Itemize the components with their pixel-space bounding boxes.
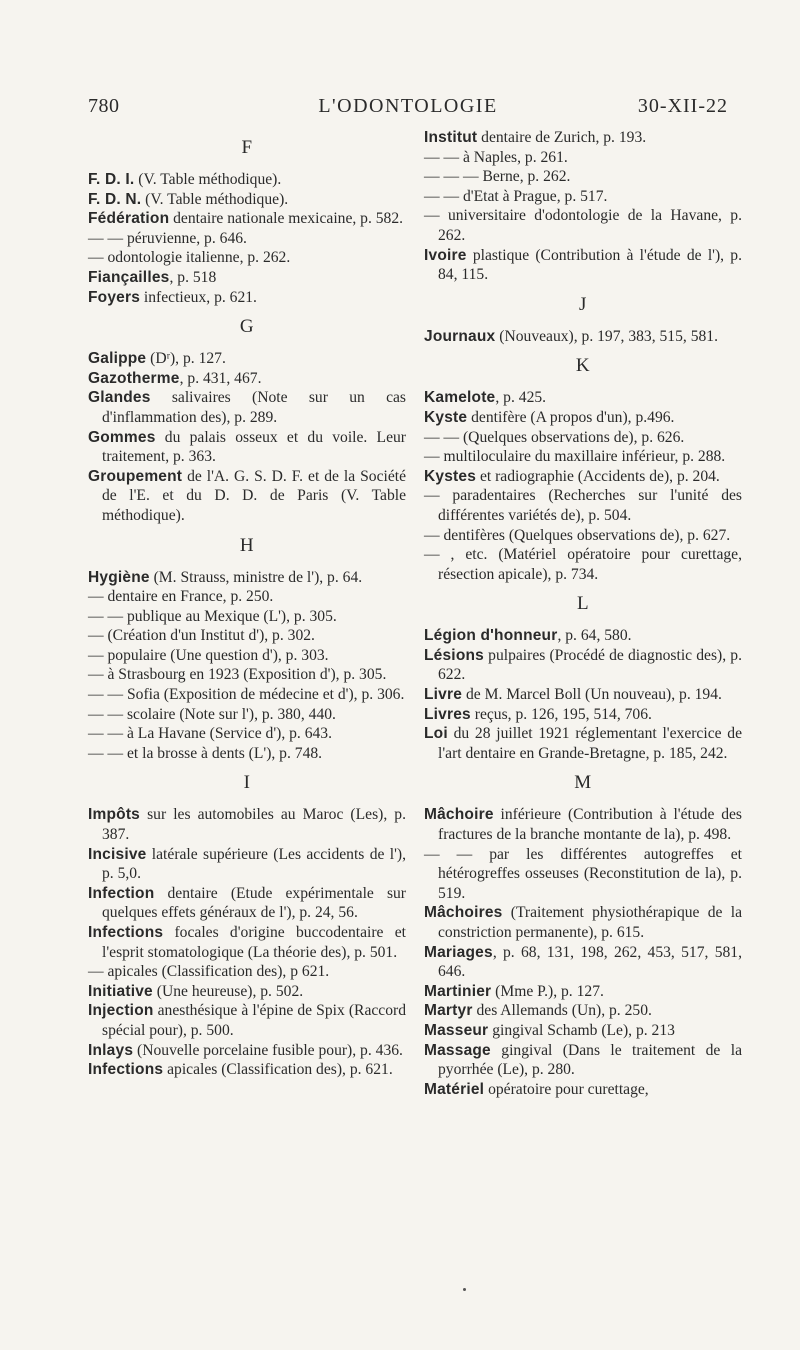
index-entry xyxy=(88,568,406,588)
entry-headword: Groupement xyxy=(88,467,183,485)
entry-text: et radiographie (Accidents de), p. 204. xyxy=(476,467,720,485)
entry-text: — (Création d'un Institut d'), p. 302. xyxy=(88,627,315,645)
entry-text: du 28 juillet 1921 réglementant l'exercice de l'art dentaire en Grande-Bretagne, p. 185, 242. xyxy=(438,725,742,762)
entry-text: (V. Table méthodique). xyxy=(141,190,289,208)
entry-text: dentaire (Etude expérimentale sur quelques effets généraux de l'), p. 24, 56. xyxy=(102,884,406,922)
entry-text: (V. Table méthodique). xyxy=(134,171,282,188)
index-entry xyxy=(88,209,406,229)
entry-text: — universitaire d'odontologie de la Havane, p. 262. xyxy=(424,207,742,244)
entry-text: de M. Marcel Boll (Un nouveau), p. 194. xyxy=(462,686,722,704)
index-entry xyxy=(424,526,742,546)
index-entry xyxy=(88,724,406,744)
entry-text: — multiloculaire du maxillaire inférieur, p. 288. xyxy=(424,448,726,466)
entry-headword: Fiançailles xyxy=(88,268,170,286)
entry-headword: Gommes xyxy=(88,428,156,446)
index-entry xyxy=(424,845,742,904)
entry-headword: Matériel xyxy=(424,1080,485,1098)
page-mark xyxy=(463,1288,466,1291)
index-entry xyxy=(88,685,406,705)
index-entry xyxy=(424,148,742,168)
entry-text: inférieure (Contribution à l'étude des fractures de la branche montante de la), p. 498. xyxy=(438,806,742,844)
entry-headword: Initiative xyxy=(88,982,153,1000)
index-entry xyxy=(424,447,742,467)
entry-headword: Légion d'honneur xyxy=(424,627,558,645)
index-entry xyxy=(88,705,406,725)
entry-headword: Kamelote xyxy=(424,389,496,407)
index-entry xyxy=(424,1041,742,1080)
index-entry xyxy=(424,1021,742,1041)
index-entry xyxy=(88,744,406,764)
index-entry xyxy=(424,486,742,525)
right-column xyxy=(424,128,742,1099)
entry-headword: Institut xyxy=(424,129,478,146)
entry-text: , p. 518 xyxy=(169,268,217,286)
entry-text: latérale supérieure (Les accidents de l'), p. 5,0. xyxy=(102,845,406,883)
index-entry xyxy=(88,170,406,190)
section-letter: K xyxy=(575,355,591,377)
index-entry xyxy=(88,626,406,646)
entry-text: — — d'Etat à Prague, p. 517. xyxy=(424,187,608,205)
index-entry xyxy=(424,167,742,187)
entry-text: , p. 64, 580. xyxy=(557,627,632,645)
entry-text: — — à La Havane (Service d'), p. 643. xyxy=(88,725,332,743)
entry-text: — odontologie italienne, p. 262. xyxy=(88,249,291,267)
entry-text: dentaire nationale mexicaine, p. 582. xyxy=(169,210,404,228)
entry-text: — à Strasbourg en 1923 (Exposition d'), p. 305. xyxy=(88,666,387,684)
index-entry xyxy=(424,646,742,685)
index-entry xyxy=(424,327,742,347)
entry-text: — — publique au Mexique (L'), p. 305. xyxy=(88,607,337,625)
section-letter: L xyxy=(576,593,590,615)
entry-text: (M. Strauss, ministre de l'), p. 64. xyxy=(149,568,363,586)
index-entry xyxy=(88,248,406,268)
entry-headword: Martinier xyxy=(424,982,492,1000)
index-entry xyxy=(424,943,742,982)
entry-headword: Infection xyxy=(88,884,155,902)
index-entry xyxy=(424,206,742,245)
index-entry xyxy=(424,388,742,408)
entry-text: — paradentaires (Recherches sur l'unité des différentes variétés de), p. 504. xyxy=(424,487,742,524)
entry-text: , p. 68, 131, 198, 262, 453, 517, 581, 646. xyxy=(438,943,742,981)
entry-text: focales d'origine buccodentaire et l'esprit stomatologique (La théorie des), p. 501. xyxy=(102,924,406,961)
entry-headword: Ivoire xyxy=(424,246,467,264)
entry-text: — dentifères (Quelques observations de), p. 627. xyxy=(424,526,731,544)
entry-text: — populaire (Une question d'), p. 303. xyxy=(88,646,329,664)
entry-headword: Mariages xyxy=(424,943,493,961)
entry-text: , p. 425. xyxy=(495,389,547,407)
entry-headword: Mâchoires xyxy=(424,904,503,922)
entry-text: , p. 431, 467. xyxy=(179,369,262,387)
entry-text: — — par les différentes autogreffes et hétérogreffes osseuses (Reconstitution de la), p. 519. xyxy=(424,845,742,902)
index-entry xyxy=(88,923,406,962)
index-entry xyxy=(88,1001,406,1040)
entry-text: sur les automobiles au Maroc (Les), p. 387. xyxy=(102,806,406,844)
entry-text: reçus, p. 126, 195, 514, 706. xyxy=(470,705,652,723)
index-entry xyxy=(88,1060,406,1080)
entry-text: — — Sofia (Exposition de médecine et d'), p. 306. xyxy=(88,686,405,704)
index-entry xyxy=(88,962,406,982)
entry-text: — — péruvienne, p. 646. xyxy=(88,229,247,247)
entry-text: — — scolaire (Note sur l'), p. 380, 440. xyxy=(88,705,336,723)
index-entry xyxy=(88,428,406,467)
entry-text: — — et la brosse à dents (L'), p. 748. xyxy=(88,744,323,762)
entry-text: pulpaires (Procédé de diagnostic des), p. 622. xyxy=(438,646,742,684)
entry-text: gingival Schamb (Le), p. 213 xyxy=(488,1021,675,1039)
index-entry xyxy=(88,587,406,607)
entry-text: des Allemands (Un), p. 250. xyxy=(472,1002,652,1020)
entry-headword: Kyste xyxy=(424,408,468,426)
entry-headword: Infections xyxy=(88,924,164,941)
index-entry xyxy=(424,982,742,1002)
entry-headword: Impôts xyxy=(88,806,141,824)
entry-text: — — à Naples, p. 261. xyxy=(424,148,568,166)
index-entry xyxy=(424,467,742,487)
entry-headword: Galippe xyxy=(88,350,147,368)
index-entry xyxy=(88,884,406,923)
entry-text: dentifère (A propos d'un), p.496. xyxy=(467,408,675,426)
entry-headword: Livres xyxy=(424,705,471,723)
section-letter: I xyxy=(243,772,251,794)
entry-text: — — (Quelques observations de), p. 626. xyxy=(424,428,685,446)
entry-text: (Une heureuse), p. 502. xyxy=(152,982,304,1000)
index-entry xyxy=(88,607,406,627)
index-entry xyxy=(424,1080,742,1100)
entry-headword: Journaux xyxy=(424,327,496,345)
index-entry xyxy=(88,805,406,844)
index-entry xyxy=(424,128,742,148)
entry-text: de l'A. G. S. D. F. et de la Société de l'E. et du D. D. de Paris (V. Table méthodique). xyxy=(102,467,406,524)
index-entry xyxy=(88,190,406,210)
section-letter: H xyxy=(239,534,255,556)
entry-headword: Hygiène xyxy=(88,568,150,586)
index-entry xyxy=(424,187,742,207)
entry-headword: Fédération xyxy=(88,210,170,228)
entry-text: gingival (Dans le traitement de la pyorrhée (Le), p. 280. xyxy=(438,1041,742,1079)
entry-text: — apicales (Classification des), p 621. xyxy=(88,963,330,981)
entry-text: apicales (Classification des), p. 621. xyxy=(163,1061,393,1079)
entry-headword: Foyers xyxy=(88,288,141,306)
index-entry xyxy=(88,982,406,1002)
entry-headword: Inlays xyxy=(88,1041,134,1059)
index-entry xyxy=(88,349,406,369)
index-entry xyxy=(88,288,406,308)
entry-headword: F. D. N. xyxy=(88,190,142,208)
entry-headword: Mâchoire xyxy=(424,806,494,824)
entry-headword: Incisive xyxy=(88,845,147,863)
section-letter: J xyxy=(579,293,587,315)
index-entry xyxy=(88,1041,406,1061)
entry-text: dentaire de Zurich, p. 193. xyxy=(477,129,647,146)
section-letter: F xyxy=(241,137,253,158)
index-entry xyxy=(424,805,742,844)
entry-text: (Nouvelle porcelaine fusible pour), p. 436. xyxy=(133,1041,403,1059)
entry-headword: Lésions xyxy=(424,646,484,664)
index-entry xyxy=(88,268,406,288)
entry-text: anesthésique à l'épine de Spix (Raccord spécial pour), p. 500. xyxy=(102,1002,406,1039)
issue-date: 30-XII-22 xyxy=(637,95,728,117)
section-letter: M xyxy=(574,772,592,794)
entry-headword: Glandes xyxy=(88,389,151,407)
index-entry xyxy=(424,705,742,725)
entry-headword: Masseur xyxy=(424,1021,489,1039)
entry-text: — , etc. (Matériel opératoire pour curettage, résection apicale), p. 734. xyxy=(424,546,742,583)
entry-headword: Kystes xyxy=(424,467,477,485)
entry-headword: Livre xyxy=(424,686,463,704)
page-header xyxy=(88,95,728,125)
entry-headword: F. D. I. xyxy=(88,171,135,188)
entry-headword: Gazotherme xyxy=(88,369,180,387)
entry-text: opératoire pour curettage, xyxy=(484,1080,649,1098)
index-entry xyxy=(88,388,406,427)
left-column xyxy=(88,128,406,1080)
index-entry xyxy=(424,1001,742,1021)
index-entry xyxy=(88,467,406,526)
entry-text: plastique (Contribution à l'étude de l'), p. 84, 115. xyxy=(438,246,742,284)
entry-headword: Martyr xyxy=(424,1002,473,1020)
index-entry xyxy=(424,903,742,942)
entry-text: (Dʳ), p. 127. xyxy=(146,350,226,368)
entry-headword: Injection xyxy=(88,1002,154,1020)
index-entry xyxy=(424,246,742,285)
index-entry xyxy=(88,229,406,249)
index-entry xyxy=(88,646,406,666)
entry-text: infectieux, p. 621. xyxy=(140,288,257,306)
index-entry xyxy=(424,408,742,428)
entry-text: du palais osseux et du voile. Leur traitement, p. 363. xyxy=(102,428,406,466)
entry-headword: Massage xyxy=(424,1041,491,1059)
index-entry xyxy=(424,685,742,705)
entry-text: (Nouveaux), p. 197, 383, 515, 581. xyxy=(495,327,718,345)
section-letter: G xyxy=(239,316,255,338)
index-entry xyxy=(424,545,742,584)
entry-text: (Mme P.), p. 127. xyxy=(491,982,604,1000)
entry-headword: Loi xyxy=(424,725,448,743)
page-number: 780 xyxy=(88,95,120,117)
entry-text: — dentaire en France, p. 250. xyxy=(88,588,274,606)
entry-text: — — — Berne, p. 262. xyxy=(424,168,571,186)
entry-text: (Traitement physiothérapique de la constriction permanente), p. 615. xyxy=(438,904,742,941)
index-entry xyxy=(88,845,406,884)
index-entry xyxy=(88,369,406,389)
entry-headword: Infections xyxy=(88,1061,164,1079)
index-entry xyxy=(88,665,406,685)
entry-text: salivaires (Note sur un cas d'inflammation des), p. 289. xyxy=(102,389,406,426)
index-entry xyxy=(424,428,742,448)
journal-title: L'ODONTOLOGIE xyxy=(318,95,498,117)
index-entry xyxy=(424,724,742,763)
index-entry xyxy=(424,626,742,646)
